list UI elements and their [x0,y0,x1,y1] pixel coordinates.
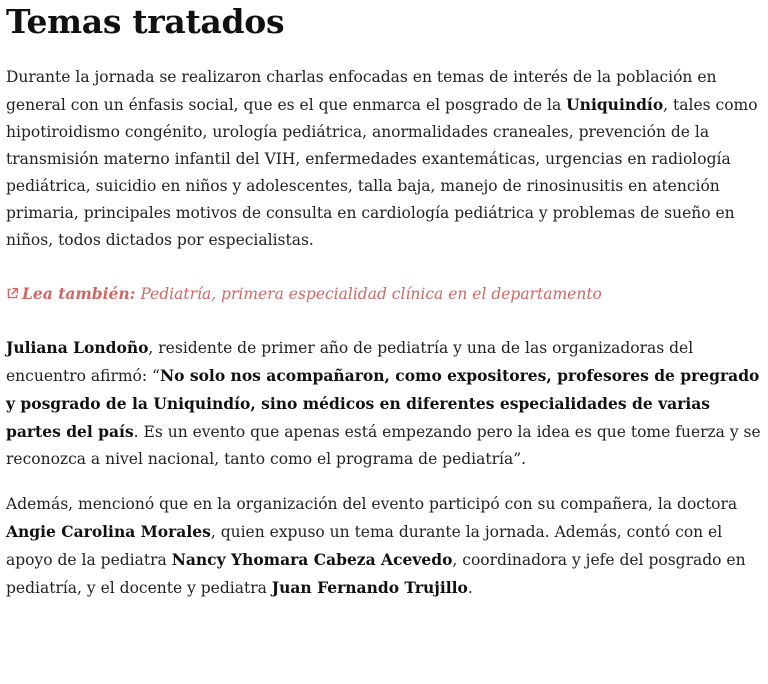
bold-name: Angie Carolina Morales [6,522,211,541]
external-link-icon [6,287,19,300]
paragraph-organizers [6,491,762,602]
paragraph-text: . [467,579,473,597]
bold-quote: No solo nos acompañaron, como expositores, profesores de pregrado y posgrado de la Uniquindío, sino médicos en diferentes especialidades de varias partes del país [6,366,760,441]
paragraph-text: , coordinadora y jefe del posgrado en pediatría, y el docente y pediatra [6,551,746,597]
paragraph-topics [6,64,762,254]
paragraph-text: Durante la jornada se realizaron charlas enfocadas en temas de interés de la población en general con un énfasis social, que es el que enmarca el posgrado de la [6,68,717,114]
section-heading: Temas tratados [6,2,285,41]
paragraph-quote [6,334,762,473]
paragraph-text: , quien expuso un tema durante la jornada. Además, contó con el apoyo de la pediatra [6,523,723,569]
bold-name: Juan Fernando Trujillo [271,578,468,597]
paragraph-text: Además, mencionó que en la organización del evento participó con su compañera, la doctora [6,495,738,513]
paragraph-text: , tales como hipotiroidismo congénito, urología pediátrica, anormalidades craneales, prevención de la transmisión materno infantil del VIH, enfermedades exantemáticas, urgencias en radiología pediátrica, suicidio en niños y adolescentes, talla baja, manejo de rinosinusitis en atención primaria, principales motivos de consulta en cardiología pediátrica y problemas de sueño en niños, todos dictados por especialistas. [6,96,758,249]
related-article[interactable] [6,280,762,308]
bold-name: Juliana Londoño [6,338,149,357]
bold-uniquindio: Uniquindío [566,95,664,114]
related-label: Lea también: [22,284,136,303]
bold-name: Nancy Yhomara Cabeza Acevedo [171,550,453,569]
paragraph-text: , residente de primer año de pediatría y una de las organizadoras del encuentro afirmó: “ [6,339,694,385]
related-article-link[interactable]: Pediatría, primera especialidad clínica en el departamento [140,285,602,303]
paragraph-text: . Es un evento que apenas está empezando pero la idea es que tome fuerza y se reconozca a nivel nacional, tanto como el programa de pediatría”. [6,423,761,468]
